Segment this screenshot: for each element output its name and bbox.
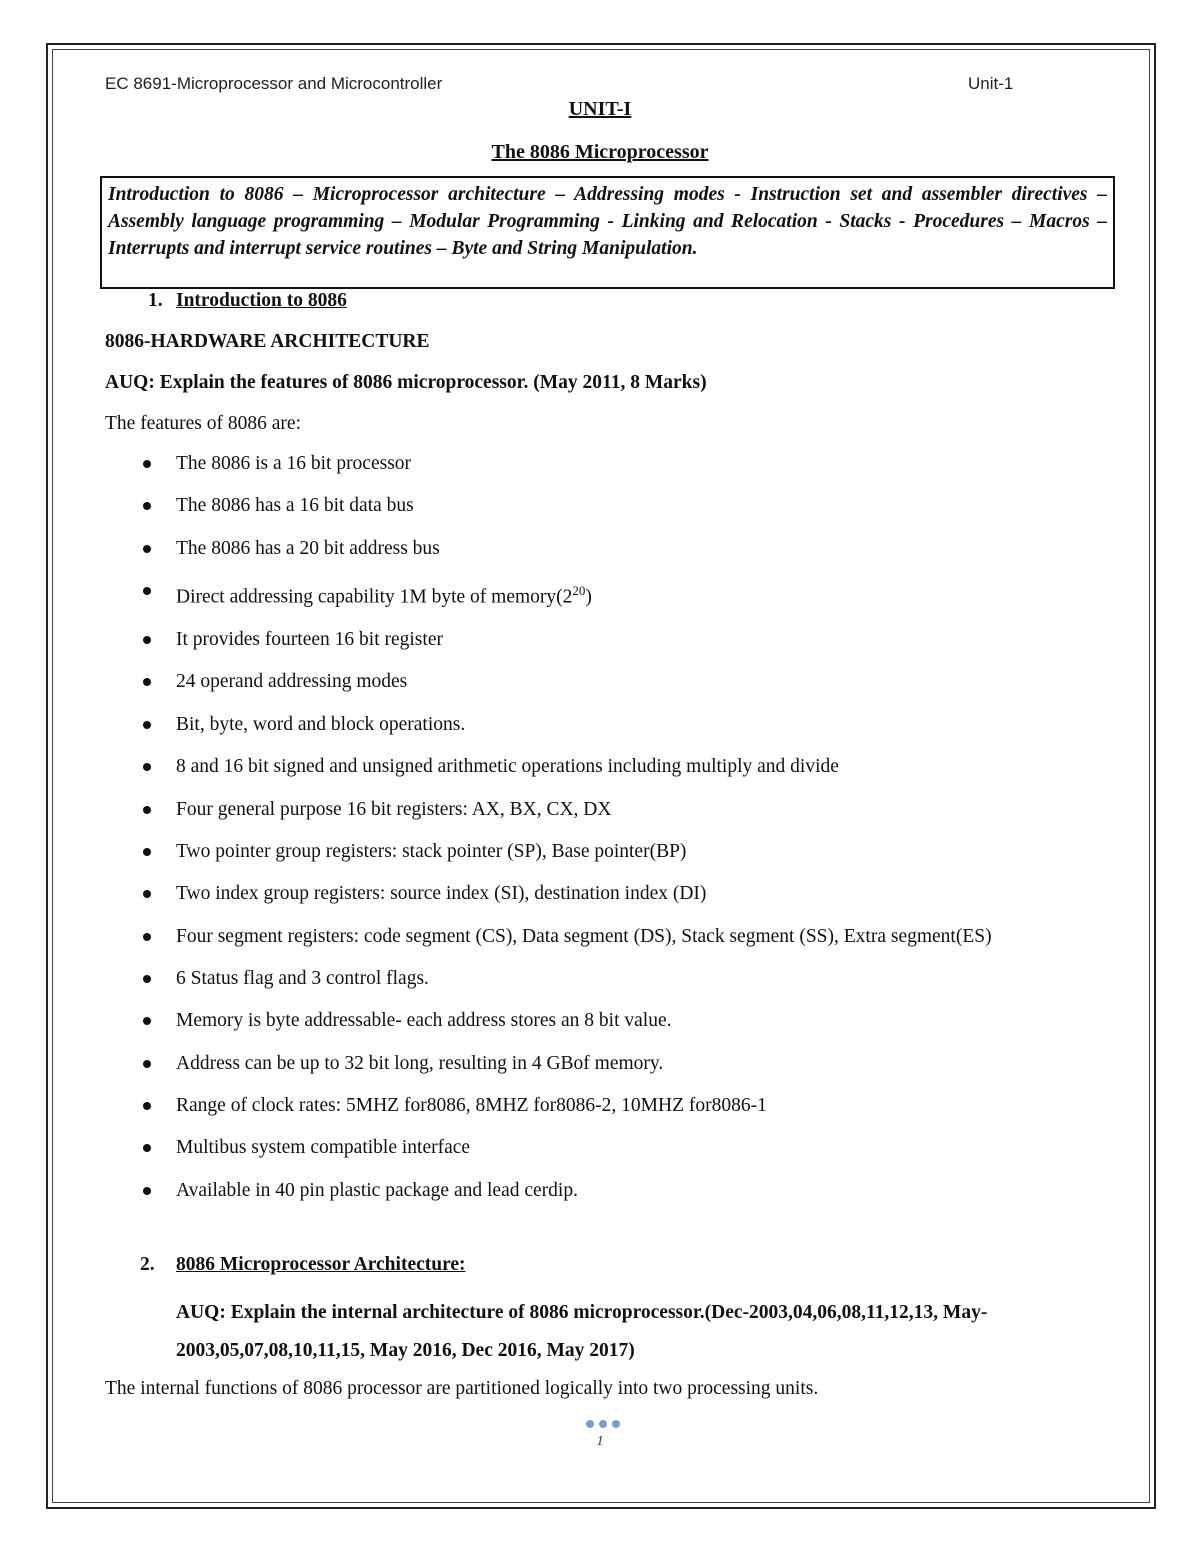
list-item: Memory is byte addressable- each address stores an 8 bit value.: [140, 1009, 1105, 1033]
bullet-icon: [143, 806, 151, 814]
bullet-icon: [143, 502, 151, 510]
bullet-icon: [143, 587, 151, 595]
section-2-heading: [140, 1253, 466, 1277]
bullet-icon: [143, 933, 151, 941]
features-intro: The features of 8086 are:: [105, 413, 301, 434]
list-item: Available in 40 pin plastic package and lead cerdip.: [140, 1179, 1105, 1203]
list-item: It provides fourteen 16 bit register: [140, 628, 1105, 652]
bullet-icon: [143, 1060, 151, 1068]
list-item: Address can be up to 32 bit long, resulting in 4 GBof memory.: [140, 1052, 1105, 1076]
section-2-title: 8086 Microprocessor Architecture:: [176, 1254, 466, 1275]
page-ornament-icon: [586, 1420, 620, 1428]
syllabus-box: [100, 176, 1115, 289]
list-item: Direct addressing capability 1M byte of $memory(2^{20})$: [140, 579, 1105, 610]
list-item: Multibus system compatible interface: [140, 1136, 1105, 1160]
bullet-icon: [143, 545, 151, 553]
bullet-icon: [143, 975, 151, 983]
hardware-subheading: 8086-HARDWARE ARCHITECTURE: [105, 331, 430, 352]
auq-architecture-question: AUQ: Explain the internal architecture of 8086 microprocessor.(Dec-2003,04,06,08,11,12,13, May-2003,05,07,08,10,11,15, May 2016, Dec 2016, May 2017): [176, 1302, 988, 1361]
list-item: Four general purpose 16 bit registers: AX, BX, CX, DX: [140, 798, 1105, 822]
list-item: 24 operand addressing modes: [140, 670, 1105, 694]
bullet-icon: [143, 460, 151, 468]
syllabus-text: Introduction to 8086 – Microprocessor architecture – Addressing modes - Instruction set and assembler directives – Assembly language programming – Modular Programming - Linking and Relocation - Stacks - Procedures – Macros – Interrupts and interrupt service routines – Byte and String Manipulation.: [108, 184, 1107, 259]
section-2-number: 2.: [140, 1254, 155, 1275]
list-item: 8 and 16 bit signed and unsigned arithmetic operations including multiply and divide: [140, 755, 1105, 779]
header-unit: Unit-1: [968, 74, 1014, 93]
bullet-icon: [143, 1187, 151, 1195]
list-item: Range of clock rates: 5MHZ for8086, 8MHZ for8086-2, 10MHZ for8086-1: [140, 1094, 1105, 1118]
bullet-icon: [143, 1102, 151, 1110]
chapter-title: The 8086 Microprocessor: [491, 141, 709, 163]
page-number: 1: [596, 1434, 604, 1449]
bullet-icon: [143, 1017, 151, 1025]
list-item: Two pointer group registers: stack pointer (SP), Base pointer(BP): [140, 840, 1105, 864]
list-item: Two index group registers: source index (SI), destination index (DI): [140, 882, 1105, 906]
bullet-icon: [143, 763, 151, 771]
list-item: Four segment registers: code segment (CS), Data segment (DS), Stack segment (SS), Extra segment(ES): [140, 918, 1105, 956]
list-item: The 8086 has a 16 bit data bus: [140, 494, 1105, 518]
bullet-icon: [143, 721, 151, 729]
section-1-heading: [148, 289, 347, 313]
header-course: EC 8691-Microprocessor and Microcontroller: [105, 74, 443, 93]
list-item: The 8086 is a 16 bit processor: [140, 452, 1105, 476]
auq-features-question: AUQ: Explain the features of 8086 microprocessor. (May 2011, 8 Marks): [105, 372, 707, 393]
bullet-icon: [143, 636, 151, 644]
memory-exponent: 20: [572, 583, 586, 599]
list-item: The 8086 has a 20 bit address bus: [140, 537, 1105, 561]
section-1-title: Introduction to 8086: [176, 290, 347, 311]
section-1-number: 1.: [148, 290, 163, 311]
list-item: Bit, byte, word and block operations.: [140, 713, 1105, 737]
bullet-icon: [143, 848, 151, 856]
bullet-icon: [143, 890, 151, 898]
list-item: 6 Status flag and 3 control flags.: [140, 967, 1105, 991]
bullet-icon: [143, 678, 151, 686]
features-list: [140, 452, 1105, 1221]
unit-title: UNIT-I: [568, 98, 632, 120]
closing-paragraph: The internal functions of 8086 processor are partitioned logically into two processing units.: [105, 1378, 819, 1399]
bullet-icon: [143, 1144, 151, 1152]
